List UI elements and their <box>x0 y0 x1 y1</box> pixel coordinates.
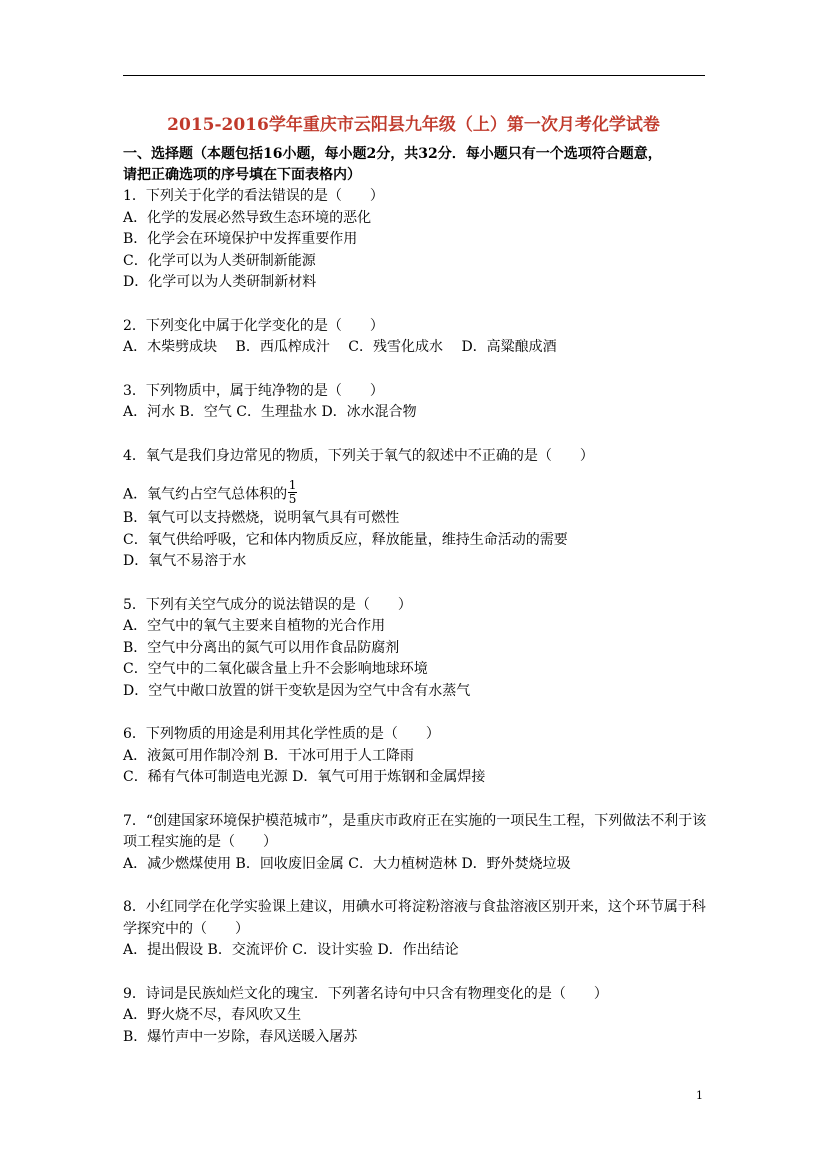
page-number: 1 <box>696 1089 703 1102</box>
question-5 <box>123 595 708 703</box>
option-d: D．氧气不易溶于水 <box>123 553 247 569</box>
option-b: B．氧气可以支持燃烧，说明氧气具有可燃性 <box>123 510 400 526</box>
question-3 <box>123 381 708 424</box>
options-row: A．提出假设 B．交流评价 C．设计实验 D．作出结论 <box>123 942 459 958</box>
question-1 <box>123 186 708 294</box>
option-c: C．空气中的二氧化碳含量上升不会影响地球环境 <box>123 661 428 677</box>
options-row: A．木柴劈成块 B．西瓜榨成汁 C．残雪化成水 D．高粱酿成酒 <box>123 339 557 355</box>
question-stem: 5．下列有关空气成分的说法错误的是（ ） <box>123 596 412 613</box>
question-6 <box>123 724 708 789</box>
question-stem: 6．下列物质的用途是利用其化学性质的是（ ） <box>123 726 440 742</box>
exam-content <box>123 144 708 1048</box>
question-stem: 9．诗词是民族灿烂文化的瑰宝．下列著名诗句中只含有物理变化的是（ ） <box>123 985 608 1002</box>
question-8 <box>123 897 708 962</box>
option-d: D．化学可以为人类研制新材料 <box>123 274 317 290</box>
options-row: A．河水 B．空气 C．生理盐水 D．冰水混合物 <box>123 404 417 420</box>
section-heading: 一、选择题（本题包括16小题，每小题2分，共32分．每小题只有一个选项符合题意， 请把正确选项的序号填在下面表格内） <box>123 146 662 183</box>
question-stem: 4．氧气是我们身边常见的物质，下列关于氧气的叙述中不正确的是（ ） <box>123 447 594 464</box>
option-b: B．化学会在环境保护中发挥重要作用 <box>123 231 358 247</box>
option-a: A．氧气约占空气总体积的 $\frac{1}{5}$ <box>123 478 297 506</box>
option-a: A．野火烧不尽，春风吹又生 <box>123 1007 302 1023</box>
option-b: B．空气中分离出的氮气可以用作食品防腐剂 <box>123 639 400 656</box>
option-d: D．空气中敞口放置的饼干变软是因为空气中含有水蒸气 <box>123 682 471 699</box>
option-c: C．氧气供给呼吸，它和体内物质反应，释放能量，维持生命活动的需要 <box>123 531 568 548</box>
question-stem: 8．小红同学在化学实验课上建议，用碘水可将淀粉溶液与食盐溶液区别开来，这个环节属于科学探究中的（ ） <box>123 899 706 937</box>
option-c: C．化学可以为人类研制新能源 <box>123 252 316 269</box>
header-rule <box>123 75 705 76</box>
question-2 <box>123 316 708 359</box>
fraction-one-fifth: $\frac{1}{5}$ <box>288 478 297 506</box>
options-row: C．稀有气体可制造电光源 D．氧气可用于炼钢和金属焊接 <box>123 769 486 785</box>
question-4 <box>123 446 708 573</box>
question-7 <box>123 811 708 876</box>
option-a: A．化学的发展必然导致生态环境的恶化 <box>123 209 372 226</box>
options-row: A．减少燃煤使用 B．回收废旧金属 C．大力植树造林 D．野外焚烧垃圾 <box>123 855 571 872</box>
option-a: A．空气中的氧气主要来自植物的光合作用 <box>123 618 386 634</box>
question-9 <box>123 984 708 1049</box>
question-stem: 7．“创建国家环境保护模范城市”，是重庆市政府正在实施的一项民生工程，下列做法不利于该项工程实施的是（ ） <box>123 812 707 850</box>
question-stem: 1．下列关于化学的看法错误的是（ ） <box>123 188 384 204</box>
options-row: A．液氮可用作制冷剂 B．干冰可用于人工降雨 <box>123 747 414 764</box>
option-b: B．爆竹声中一岁除，春风送暖入屠苏 <box>123 1028 358 1045</box>
exam-title: 2015-2016学年重庆市云阳县九年级（上）第一次月考化学试卷 <box>167 115 660 135</box>
question-stem: 3．下列物质中，属于纯净物的是（ ） <box>123 382 384 399</box>
question-stem: 2．下列变化中属于化学变化的是（ ） <box>123 317 384 334</box>
